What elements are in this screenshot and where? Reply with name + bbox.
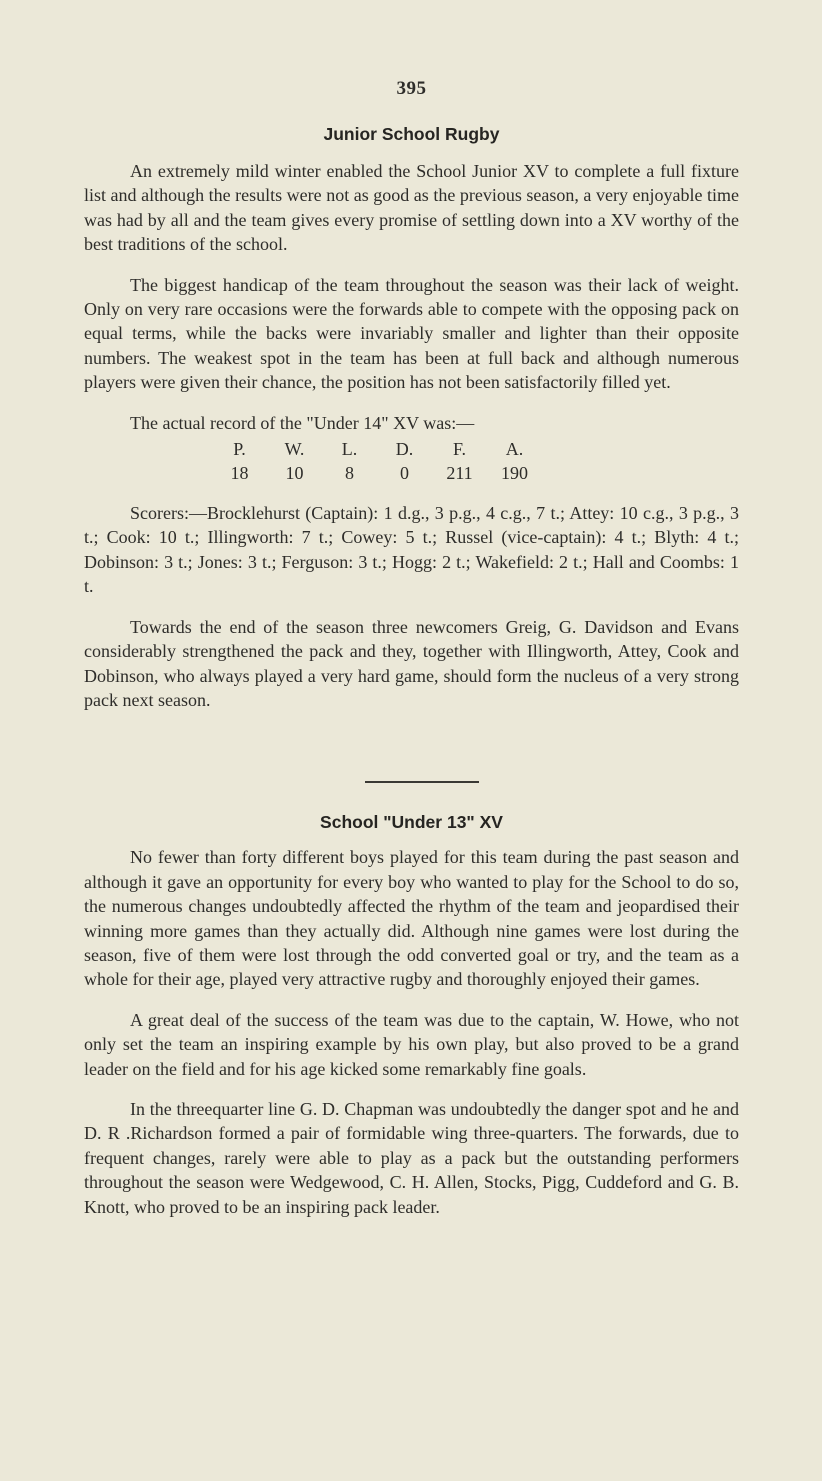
record-value-against: 190 [501, 463, 528, 484]
record-header-drawn: D. [395, 439, 414, 460]
record-value-lost: 8 [345, 463, 354, 484]
record-header-row [212, 437, 542, 461]
record-header-won: W. [284, 439, 305, 460]
section-title-under-13: School "Under 13" XV [320, 812, 503, 833]
divider-rule [365, 781, 479, 783]
record-header-against: A. [505, 439, 524, 460]
paragraph: The biggest handicap of the team throughout the season was their lack of weight. Only on very rare occasions were the forwards able to compete with the opposing pack on equal terms, while the backs were invariably smaller and lighter than their opposite numbers. The weakest spot in the team has been at full back and although numerous players were given their chance, the position has not been satisfactorily filled yet. [84, 274, 739, 393]
record-value-won: 10 [285, 463, 304, 484]
section-title-junior-rugby: Junior School Rugby [323, 124, 500, 144]
scorers-paragraph: Scorers:—Brocklehurst (Captain): 1 d.g., 3 p.g., 4 c.g., 7 t.; Attey: 10 c.g., 3 p.g., 3 t.; Cook: 10 t.; Illingworth: 7 t.; Cowey: 5 t.; Russel (vice-captain): 4 t.; Blyth: 4 t.; Dobinson: 3 t.; Jones: 3 t.; Ferguson: 3 t.; Hogg: 2 t.; Wakefield: 2 t.; Hall and Coombs: 1 t. [84, 503, 739, 597]
record-header-played: P. [233, 439, 246, 460]
paragraph: In the threequarter line G. D. Chapman was undoubtedly the danger spot and he and D. R .Richardson formed a pair of formidable wing three-quarters. The forwards, due to frequent changes, rarely were able to play as a pack but the outstanding performers throughout the season were Wedgewood, C. H. Allen, Stocks, Pigg, Cuddeford and G. B. Knott, who proved to be an inspiring pack leader. [84, 1098, 739, 1217]
paragraph: An extremely mild winter enabled the School Junior XV to complete a full fixture list and although the results were not as good as the previous season, a very enjoyable time was had by all and the team gives every promise of settling down into a XV worthy of the best traditions of the school. [84, 161, 739, 255]
paragraph: The actual record of the "Under 14" XV was:— [130, 412, 475, 433]
page-number: 395 [396, 78, 427, 99]
section-divider [84, 770, 739, 772]
record-table [212, 437, 542, 485]
record-value-row [212, 461, 542, 485]
paragraph: A great deal of the success of the team was due to the captain, W. Howe, who not only set the team an inspiring example by his own play, but also proved to be a grand leader on the field and for his age kicked some remarkably fine goals. [84, 1009, 739, 1079]
record-value-for: 211 [446, 463, 473, 484]
document-page [84, 78, 739, 1219]
record-value-played: 18 [230, 463, 249, 484]
paragraph: No fewer than forty different boys played for this team during the past season and although it gave an opportunity for every boy who wanted to play for the School to do so, the numerous changes undoubtedly affected the rhythm of the team and jeopardised their winning more games than they actually did. Although nine games were lost during the season, five of them were lost through the odd converted goal or try, and the team as a whole for their age, played very attractive rugby and thoroughly enjoyed their games. [84, 847, 739, 990]
record-value-drawn: 0 [400, 463, 409, 484]
paragraph: Towards the end of the season three newcomers Greig, G. Davidson and Evans considerably strengthened the pack and they, together with Illingworth, Attey, Cook and Dobinson, who always played a very hard game, should form the nucleus of a very strong pack next season. [84, 616, 739, 710]
record-header-for: F. [452, 439, 467, 460]
record-header-lost: L. [341, 439, 358, 460]
